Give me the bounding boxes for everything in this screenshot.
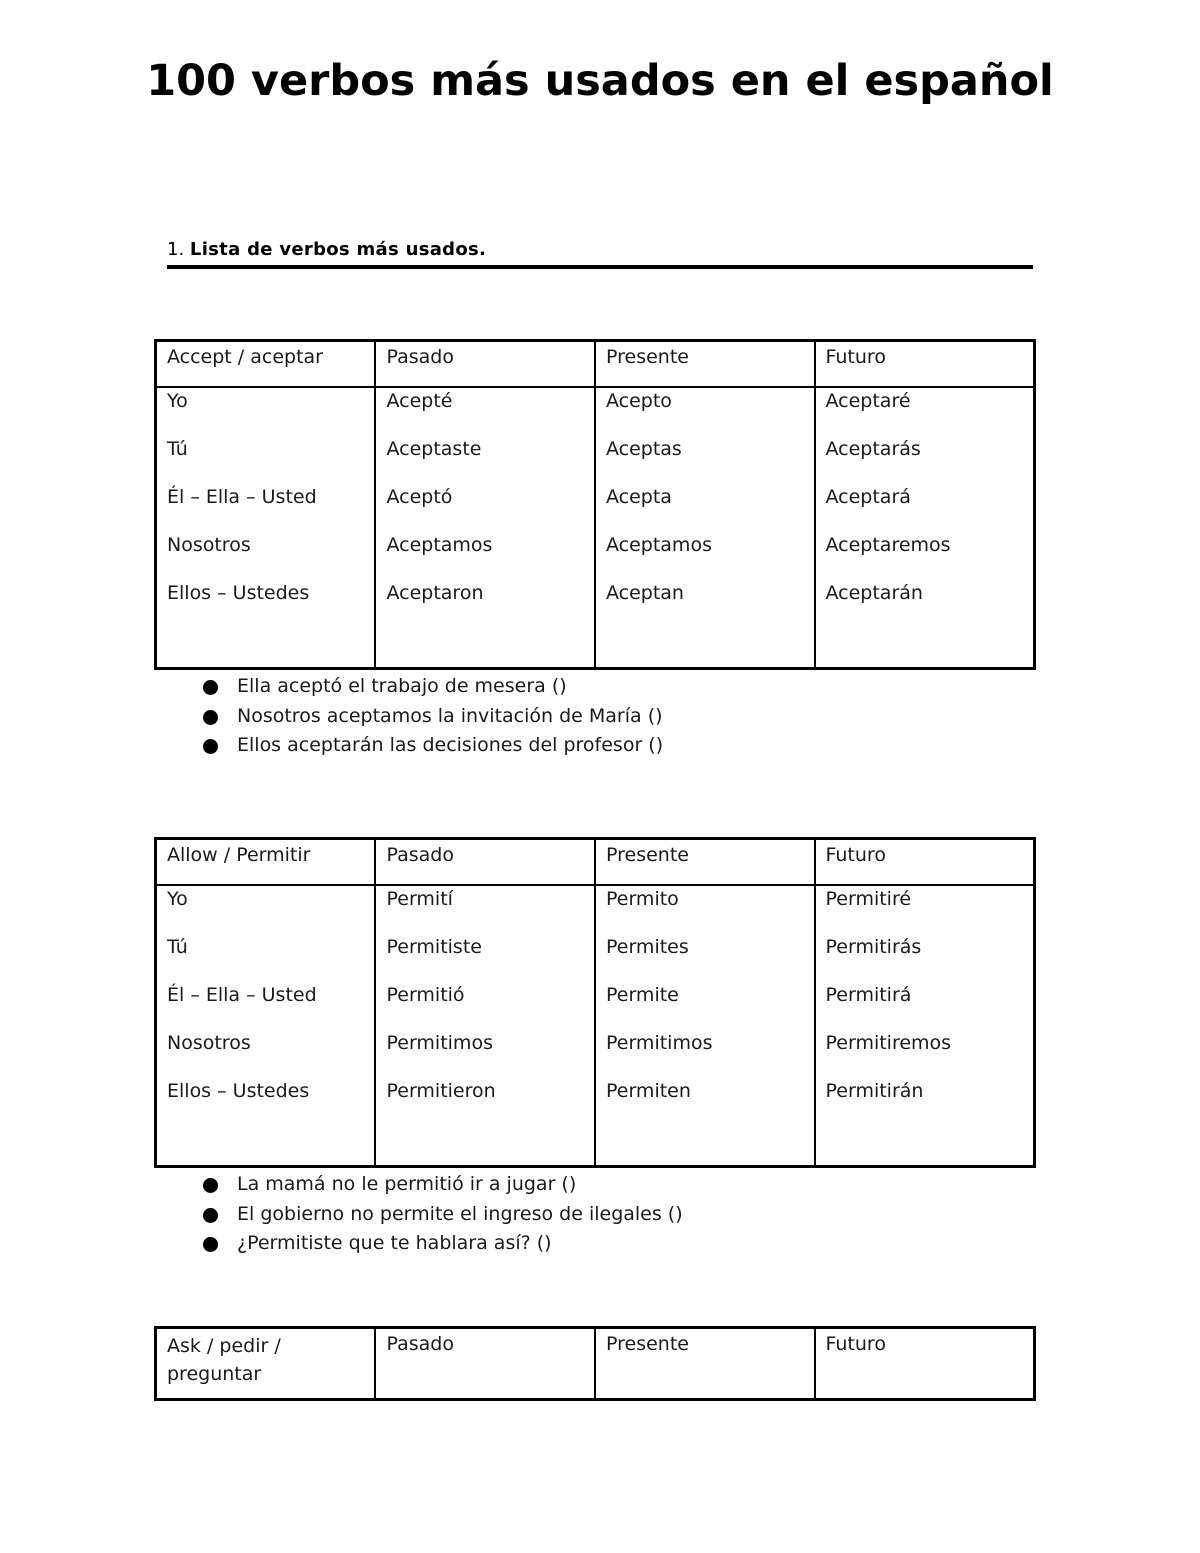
conjugation-cell: Permití	[386, 888, 453, 910]
pronoun-cell: Yo	[167, 390, 188, 412]
pronoun-cell: Ellos – Ustedes	[167, 582, 310, 604]
conjugation-cell: Permitió	[386, 984, 465, 1006]
conjugation-cell: Permitieron	[386, 1080, 496, 1102]
header-futuro: Futuro	[815, 1328, 1035, 1400]
conjugation-cell: Permito	[605, 888, 679, 910]
bullet-icon	[203, 1178, 218, 1193]
list-item	[200, 702, 663, 732]
bullet-icon	[203, 1208, 218, 1223]
conjugation-cell: Aceptó	[386, 486, 453, 508]
verb-table-permitir	[154, 837, 1036, 1168]
conjugation-cell: Aceptará	[825, 486, 911, 508]
pronoun-column	[156, 387, 376, 669]
table-header-row	[156, 341, 1035, 388]
header-futuro: Futuro	[815, 341, 1035, 388]
conjugation-cell: Acepta	[605, 486, 672, 508]
header-pasado: Pasado	[375, 1328, 595, 1400]
example-list-permitir	[200, 1170, 683, 1259]
example-sentence: El gobierno no permite el ingreso de ilegales ()	[237, 1202, 683, 1225]
conjugation-cell: Permitirás	[825, 936, 922, 958]
table-body-row	[156, 885, 1035, 1167]
bullet-icon	[203, 1237, 218, 1252]
header-pasado: Pasado	[375, 341, 595, 388]
pasado-column	[375, 387, 595, 669]
conjugation-cell: Aceptaron	[386, 582, 484, 604]
conjugation-cell: Permitimos	[386, 1032, 493, 1054]
conjugation-cell: Permitirá	[825, 984, 912, 1006]
header-presente: Presente	[595, 341, 815, 388]
pasado-column	[375, 885, 595, 1167]
conjugation-cell: Aceptan	[605, 582, 684, 604]
example-sentence: Ellos aceptarán las decisiones del profesor ()	[237, 734, 664, 756]
conjugation-cell: Acepto	[605, 390, 672, 412]
verb-name-cell: Ask / pedir / preguntar	[156, 1328, 376, 1400]
conjugation-cell: Permitirán	[825, 1080, 924, 1102]
pronoun-cell: Él – Ella – Usted	[167, 984, 317, 1006]
verb-table-pedir	[154, 1326, 1036, 1401]
table-header-row	[156, 1328, 1035, 1400]
conjugation-cell: Acepté	[386, 390, 453, 412]
list-item	[200, 1229, 683, 1259]
example-sentence: Nosotros aceptamos la invitación de María ()	[237, 704, 663, 727]
conjugation-cell: Aceptarás	[825, 438, 921, 460]
verb-table-aceptar	[154, 339, 1036, 670]
header-pasado: Pasado	[375, 839, 595, 886]
conjugation-cell: Permite	[605, 984, 679, 1006]
conjugation-cell: Aceptaré	[825, 390, 911, 412]
example-sentence: Ella aceptó el trabajo de mesera ()	[237, 675, 567, 697]
conjugation-cell: Aceptamos	[605, 534, 712, 556]
conjugation-cell: Permitimos	[605, 1032, 713, 1054]
pronoun-cell: Yo	[167, 888, 188, 910]
section-heading	[167, 238, 1033, 269]
conjugation-cell: Permites	[605, 936, 689, 958]
section-number: 1.	[167, 239, 185, 260]
bullet-icon	[203, 680, 218, 695]
example-sentence: ¿Permitiste que te hablara así? ()	[237, 1232, 552, 1254]
section-heading-text: Lista de verbos más usados.	[189, 239, 487, 260]
header-presente: Presente	[595, 1328, 815, 1400]
verb-name-cell: Allow / Permitir	[156, 839, 376, 886]
header-presente: Presente	[595, 839, 815, 886]
futuro-column	[815, 885, 1035, 1167]
pronoun-cell: Tú	[167, 936, 188, 958]
list-item	[200, 1200, 683, 1230]
conjugation-cell: Aceptaste	[386, 438, 482, 460]
list-item	[200, 731, 663, 761]
list-item	[200, 672, 663, 702]
pronoun-cell: Nosotros	[167, 1032, 251, 1054]
conjugation-cell: Aceptas	[605, 438, 682, 460]
list-item	[200, 1170, 683, 1200]
pronoun-cell: Ellos – Ustedes	[167, 1080, 310, 1102]
example-list-aceptar	[200, 672, 663, 761]
conjugation-cell: Aceptaremos	[825, 534, 951, 556]
conjugation-cell: Permitiste	[386, 936, 482, 958]
bullet-icon	[203, 710, 218, 725]
pronoun-cell: Nosotros	[167, 534, 251, 556]
presente-column	[595, 387, 815, 669]
table-header-row	[156, 839, 1035, 886]
conjugation-cell: Permiten	[605, 1080, 691, 1102]
example-sentence: La mamá no le permitió ir a jugar ()	[237, 1173, 577, 1195]
pronoun-cell: Él – Ella – Usted	[167, 486, 317, 508]
conjugation-cell: Aceptamos	[386, 534, 493, 556]
bullet-icon	[203, 739, 218, 754]
pronoun-cell: Tú	[167, 438, 188, 460]
pronoun-column	[156, 885, 376, 1167]
presente-column	[595, 885, 815, 1167]
conjugation-cell: Aceptarán	[825, 582, 923, 604]
conjugation-cell: Permitiré	[825, 888, 912, 910]
header-futuro: Futuro	[815, 839, 1035, 886]
table-body-row	[156, 387, 1035, 669]
page-title: 100 verbos más usados en el español	[146, 56, 1054, 106]
conjugation-cell: Permitiremos	[825, 1032, 952, 1054]
verb-name-cell: Accept / aceptar	[156, 341, 376, 388]
futuro-column	[815, 387, 1035, 669]
